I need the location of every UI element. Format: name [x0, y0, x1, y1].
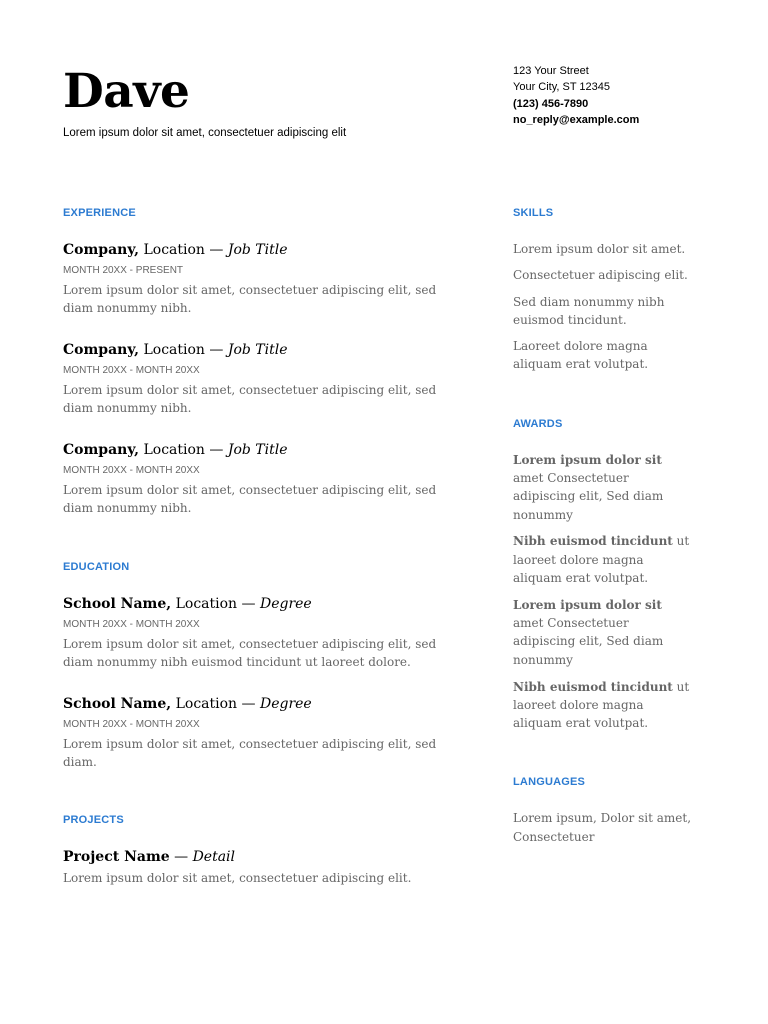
- skill-item: Sed diam nonummy nibh euismod tincidunt.: [513, 294, 665, 327]
- entry-description: Lorem ipsum dolor sit amet, consectetuer adipiscing elit, sed diam nonummy nibh.: [63, 283, 437, 315]
- school-location: Location —: [171, 596, 260, 612]
- experience-entry: [63, 441, 453, 517]
- entry-header: [63, 848, 453, 866]
- award-item: [513, 678, 693, 733]
- award-item: [513, 596, 693, 669]
- job-title: Job Title: [227, 242, 288, 258]
- entry-dates: MONTH 20XX - MONTH 20XX: [63, 719, 200, 730]
- award-detail: ut laoreet dolore magna aliquam erat volutpat.: [513, 679, 690, 731]
- degree: Degree: [259, 596, 312, 612]
- experience-entry: [63, 341, 453, 417]
- project-name: Project Name: [63, 849, 170, 865]
- entry-dates: MONTH 20XX - MONTH 20XX: [63, 365, 200, 376]
- contact-city: Your City, ST 12345: [513, 81, 611, 94]
- entry-dates: MONTH 20XX - MONTH 20XX: [63, 619, 200, 630]
- entry-description: Lorem ipsum dolor sit amet, consectetuer adipiscing elit, sed diam nonummy nibh.: [63, 483, 437, 515]
- entry-header: [63, 341, 453, 359]
- project-separator: —: [169, 849, 193, 865]
- project-detail: Detail: [192, 849, 236, 865]
- experience-list: [63, 241, 453, 517]
- projects-list: [63, 848, 453, 887]
- award-detail: ut laoreet dolore magna aliquam erat volutpat.: [513, 534, 690, 586]
- languages-list: [513, 809, 693, 846]
- entry-header: [63, 241, 453, 259]
- entry-dates: MONTH 20XX - MONTH 20XX: [63, 465, 200, 476]
- entry-description: Lorem ipsum dolor sit amet, consectetuer adipiscing elit, sed diam nonummy nibh euismod tincidunt ut laoreet dolore.: [63, 637, 437, 669]
- contact-email: no_reply@example.com: [513, 113, 640, 126]
- skill-item: Laoreet dolore magna aliquam erat volutpat.: [513, 339, 649, 372]
- company-location: Location —: [139, 242, 228, 258]
- degree: Degree: [259, 696, 312, 712]
- entry-header: [63, 595, 453, 613]
- languages-heading: LANGUAGES: [513, 776, 586, 789]
- entry-header: [63, 441, 453, 459]
- sidebar-column: [513, 206, 693, 846]
- entry-header: [63, 695, 453, 713]
- awards-list: [513, 451, 693, 733]
- experience-heading: EXPERIENCE: [63, 207, 136, 219]
- tagline: Lorem ipsum dolor sit amet, consectetuer adipiscing elit: [63, 127, 347, 139]
- school-name: School Name,: [63, 696, 172, 712]
- company-location: Location —: [139, 442, 228, 458]
- company-name: Company,: [63, 242, 140, 258]
- education-list: [63, 595, 453, 771]
- award-detail: amet Consectetuer adipiscing elit, Sed diam nonummy: [513, 616, 664, 667]
- school-location: Location —: [171, 696, 260, 712]
- school-name: School Name,: [63, 596, 172, 612]
- resume-name: Dave: [63, 64, 190, 119]
- project-entry: [63, 848, 453, 887]
- awards-heading: AWARDS: [513, 417, 563, 430]
- education-heading: EDUCATION: [63, 561, 130, 573]
- main-column: [63, 206, 453, 887]
- entry-description: Lorem ipsum dolor sit amet, consectetuer adipiscing elit, sed diam nonummy nibh.: [63, 383, 437, 415]
- experience-entry: [63, 241, 453, 317]
- skills-heading: SKILLS: [513, 207, 554, 219]
- contact-block: [513, 63, 733, 128]
- award-name: Nibh euismod tincidunt: [513, 679, 673, 694]
- education-entry: [63, 695, 453, 771]
- entry-description: Lorem ipsum dolor sit amet, consectetuer adipiscing elit, sed diam.: [63, 737, 437, 769]
- languages-text: Lorem ipsum, Dolor sit amet, Consectetuer: [513, 811, 692, 844]
- company-name: Company,: [63, 442, 140, 458]
- skill-item: Consectetuer adipiscing elit.: [513, 268, 688, 283]
- award-name: Lorem ipsum dolor sit: [513, 597, 662, 612]
- company-name: Company,: [63, 342, 140, 358]
- skills-list: [513, 240, 693, 374]
- entry-description: Lorem ipsum dolor sit amet, consectetuer adipiscing elit.: [63, 871, 412, 885]
- entry-dates: MONTH 20XX - PRESENT: [63, 265, 184, 276]
- award-item: [513, 451, 693, 524]
- award-detail: amet Consectetuer adipiscing elit, Sed diam nonummy: [513, 471, 664, 522]
- contact-phone: (123) 456-7890: [513, 97, 589, 110]
- award-item: [513, 532, 693, 587]
- job-title: Job Title: [227, 342, 288, 358]
- award-name: Nibh euismod tincidunt: [513, 534, 673, 549]
- award-name: Lorem ipsum dolor sit: [513, 452, 662, 467]
- contact-street: 123 Your Street: [513, 65, 589, 77]
- job-title: Job Title: [227, 442, 288, 458]
- company-location: Location —: [139, 342, 228, 358]
- skill-item: Lorem ipsum dolor sit amet.: [513, 242, 686, 256]
- education-entry: [63, 595, 453, 671]
- projects-heading: PROJECTS: [63, 814, 124, 826]
